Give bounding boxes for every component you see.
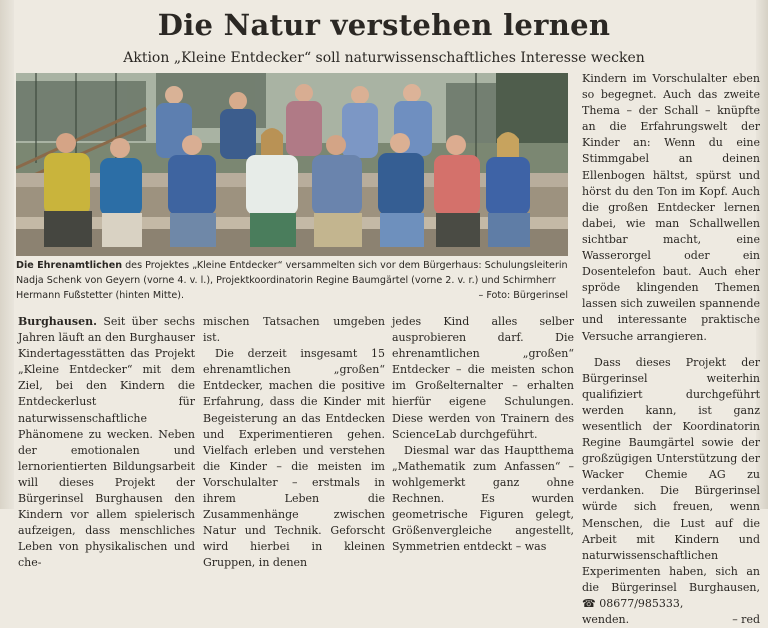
photo-caption (16, 258, 568, 303)
dateline: Burghausen. (18, 315, 97, 328)
author-signature: – red (732, 613, 760, 627)
headline: Die Natur verstehen lernen (157, 8, 611, 42)
phone-number (582, 597, 683, 610)
article-column-1 (18, 314, 195, 572)
column-3-paragraph: Diesmal war das Hauptthema „Mathematik zum Anfassen“ – wohlgemerkt ganz ohne Rechnen. Es wurden geometrische Figuren gelegt, Größenvergleiche angestellt, Symmetrien entdeckt – was (392, 443, 574, 554)
column-4-text: Dass dieses Projekt der Bürgerinsel weiterhin qualifiziert durchgeführt werden kann, ist ganz wesentlich der Koordinatorin Regine Baumgärtel sowie der großzügigen Unterstützung der Wacker Chemie AG zu verdanken. Die Bürgerinsel würde sich freuen, wenn Menschen, die Lust auf die Arbeit mit Kindern und naturwissenschaftlichen Experimenten haben, sich an die Bürgerinsel Burghausen, (582, 355, 760, 594)
article-ending (582, 612, 760, 628)
photo-credit: – Foto: Bürgerinsel (478, 290, 568, 301)
closing-word: wenden. (582, 613, 630, 627)
phone-icon: ☎ (582, 597, 596, 610)
caption-text: des Projektes „Kleine Entdecker“ versammelten sich vor dem Bürgerhaus: Schulungsleiterin Nadja Schenk von Geyern (vorne 4. v. l.), Projektkoordinatorin Regine Baumgärtel (vorne 2. v. r.) und Schirmherr Hermann Fußstetter (hinten Mitte). (16, 260, 568, 301)
column-4-first: Kindern im Vorschulalter eben so begegnet. Auch das zweite Thema – der Schall – knüpfte an die Erfahrungswelt der Kinder an: Wenn du eine Stimmgabel an deinen Ellenbogen hältst, spürst und hörst du den Ton im Kopf. Auch die großen Entdecker lernen dabei, wie man Schallwellen sichtbar macht, eine Wasserorgel oder ein Dosentelefon baut. Auch eher spröde klingenden Themen lassen sich zuweilen spannende und interessante praktische Versuche arrangieren. (582, 72, 760, 343)
article-column-4 (582, 71, 760, 628)
article-column-2 (203, 314, 385, 572)
column-2-paragraph: Die derzeit insgesamt 15 ehrenamtlichen „großen“ Entdecker, machen die positive Erfahrung, dass die Kinder mit Begeisterung an das Entdecken und Experimentieren gehen. Vielfach erleben und verstehen die Kinder – die meisten im Vorschulalter – erstmals in ihrem Leben die Zusammenhänge zwischen Natur und Technik. Geforscht wird hierbei in kleinen Gruppen, in denen (203, 347, 385, 570)
subheadline: Aktion „Kleine Entdecker“ soll naturwissenschaftliches Interesse wecken (123, 50, 645, 66)
adjacent-page-left-edge (0, 0, 14, 509)
column-3-first: jedes Kind alles selber ausprobieren darf. Die ehrenamtlichen „großen“ Entdecker – die meisten schon im Großelternalter – erhalten hierfür eigene Schulungen. Diese werden von Trainern des ScienceLab durchgeführt. (392, 315, 574, 441)
phone-number-text: 08677/985333, (599, 597, 684, 610)
group-photo (16, 73, 568, 256)
article-column-3 (392, 314, 574, 555)
column-1-paragraph (18, 314, 195, 572)
column-2-first: mischen Tatsachen umgeben ist. (203, 315, 385, 345)
caption-lead: Die Ehrenamtlichen (16, 260, 123, 271)
group-photo-illustration (16, 73, 568, 256)
column-4-paragraph (582, 355, 760, 613)
column-1-text: Seit über sechs Jahren läuft an den Burghauser Kindertagesstätten das Projekt „Kleine Entdecker“ mit dem Ziel, bei den Kindern die Entdeckerlust für naturwissenschaftliche Phänomene zu wecken. Neben der emotionalen und lernorientierten Bildungsarbeit will dieses Projekt der Bürgerinsel Burghausen den Kindern vor allem spielerisch aufzeigen, dass menschliches Leben von physikalischen und che- (18, 315, 195, 570)
